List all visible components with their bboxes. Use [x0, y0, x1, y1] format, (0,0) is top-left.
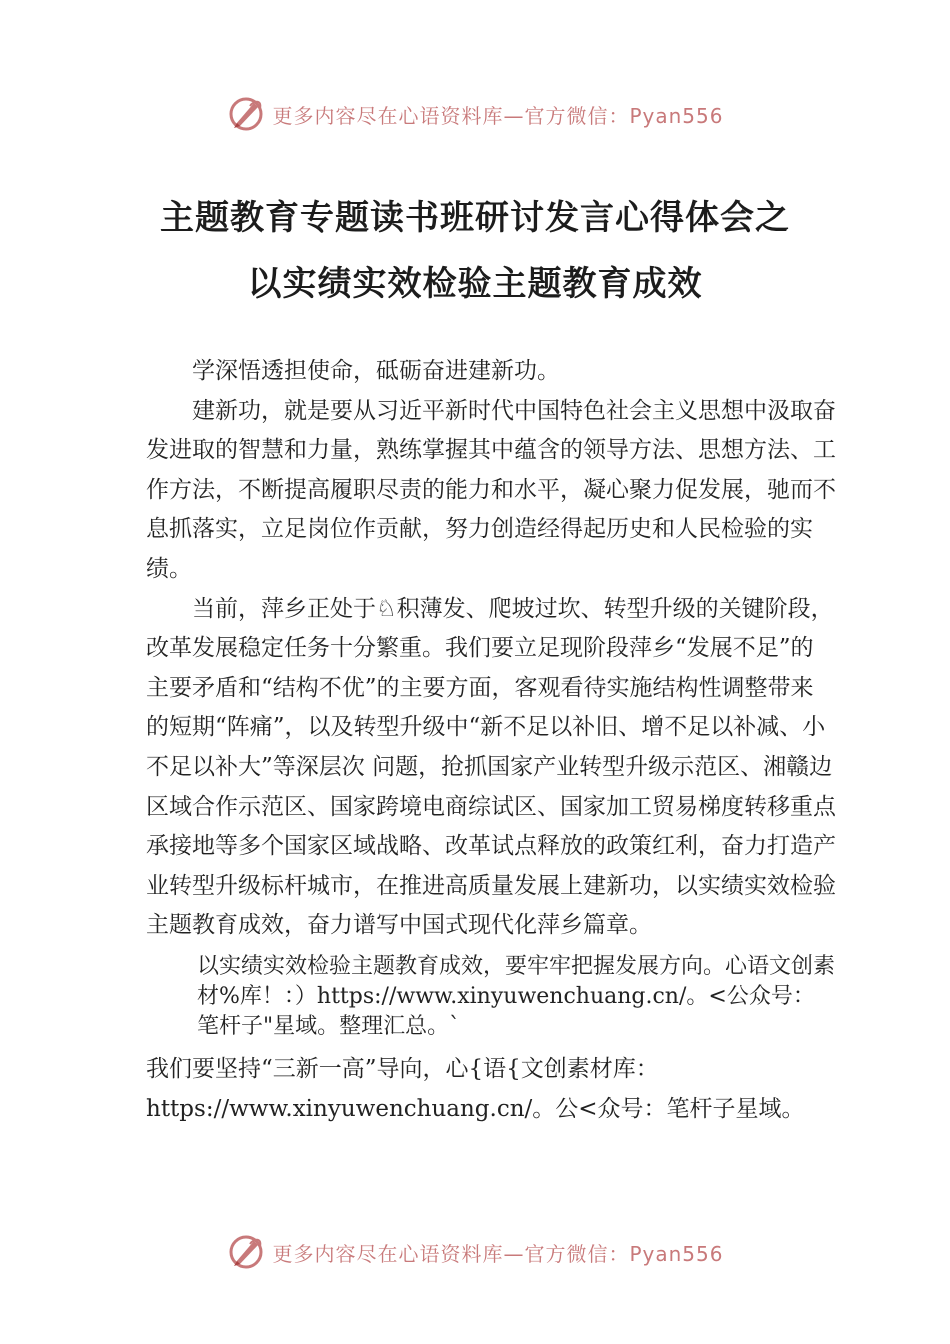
paragraph: 当前，萍乡正处于♘积薄发、爬坡过坎、转型升级的关键阶段，改革发展稳定任务十分繁重。我们要立足现阶段萍乡“发展不足”的主要矛盾和“结构不优”的主要方面，客观看待实施结构性调整带来的短期“阵痛”，以及转型升级中“新不足以补旧、增不足以补减、小不足以补大”等深层次 问题，抢抓国家产业转型升级示范区、湘赣边区域合作示范区、国家跨境电商综试区、国家加工贸易梯度转移重点承接地等多个国家区域战略、改革试点释放的政策红利，奋力打造产业转型升级标杆城市，在推进高质量发展上建新功，以实绩实效检验主题教育成效，奋力谱写中国式现代化萍乡篇章。	[146, 595, 836, 939]
document-title-line-1: 主题教育专题读书班研讨发言心得体会之	[160, 198, 790, 238]
paragraph: 建新功，就是要从习近平新时代中国特色社会主义思想中汲取奋发进取的智慧和力量，熟练掌握其中蕴含的领导方法、思想方法、工作方法，不断提高履职尽责的能力和水平，凝心聚力促发展，驰而不息抓落实，立足岗位作贡献，努力创造经得起历史和人民检验的实绩。	[146, 397, 836, 582]
footer-banner	[0, 1230, 950, 1274]
pen-logo-icon	[226, 94, 266, 134]
header-banner-text: 更多内容尽在心语资料库—官方微信：Pyan556	[272, 103, 724, 128]
paragraph: 我们要坚持“三新一高”导向，心{语{文创素材库：https://www.xinyuwenchuang.cn/。公<众号：笔杆子星域。	[146, 1055, 805, 1122]
document-title-line-2: 以实绩实效检验主题教育成效	[247, 264, 703, 304]
paragraph: 学深悟透担使命，砥砺奋进建新功。	[192, 358, 560, 384]
header-banner	[0, 92, 950, 136]
quote-block: 以实绩实效检验主题教育成效，要牢牢把握发展方向。心语文创素材%库！：）https://www.xinyuwenchuang.cn/。<公众号：笔杆子"星域。整理汇总。`	[197, 953, 836, 1039]
pen-logo-icon	[226, 1232, 266, 1272]
document-body	[146, 352, 836, 1129]
footer-banner-text: 更多内容尽在心语资料库—官方微信：Pyan556	[272, 1241, 724, 1266]
